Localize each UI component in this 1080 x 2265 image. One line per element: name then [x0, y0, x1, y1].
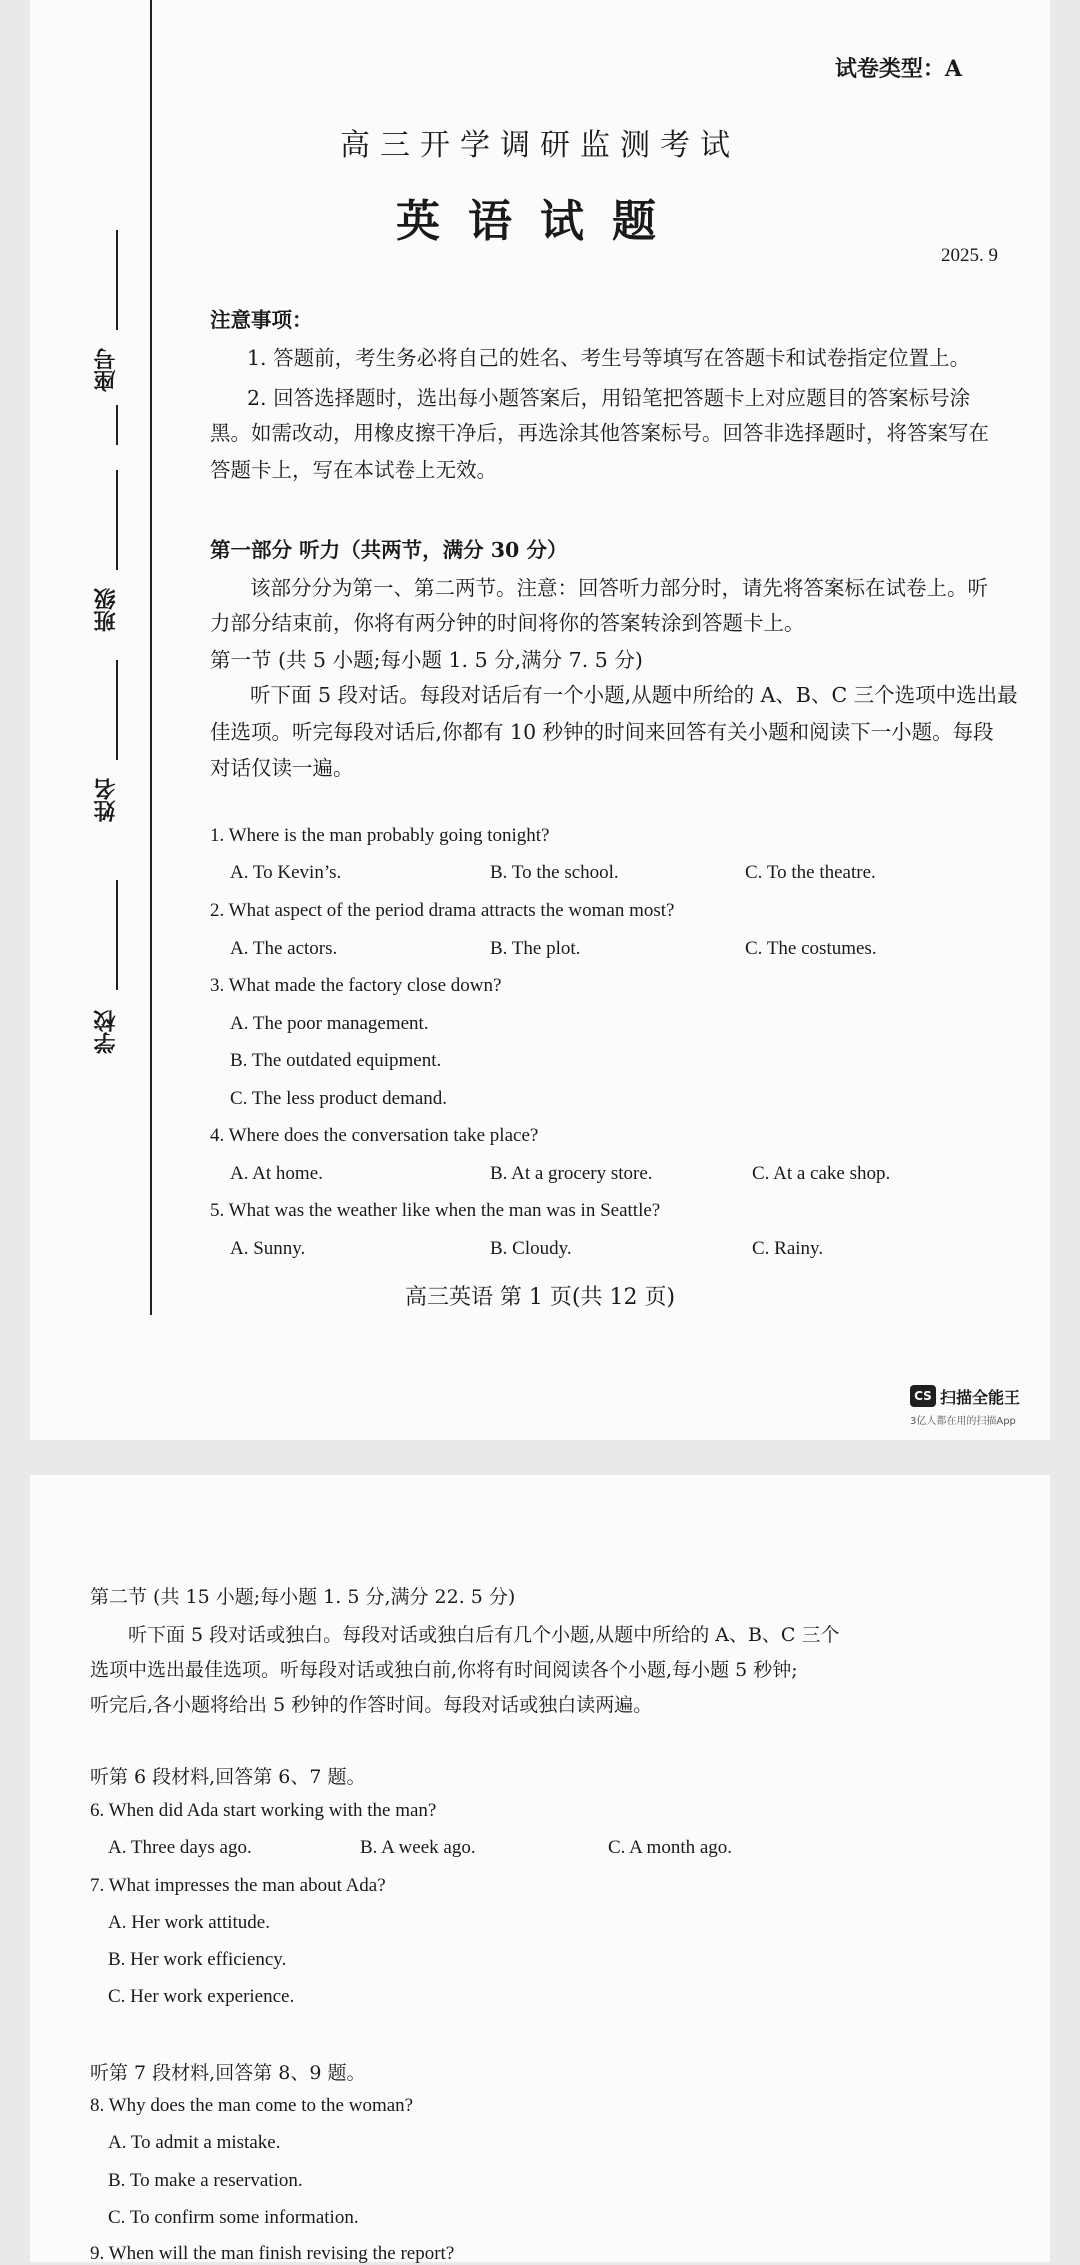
question-4: 4. Where does the conversation take place? — [210, 1125, 539, 1146]
section2-desc-line-2: 选项中选出最佳选项。听每段对话或独白前,你将有时间阅读各个小题,每小题 5 秒钟; — [90, 1659, 798, 1681]
school-label: 学校 — [93, 1010, 119, 1055]
exam-date: 2025. 9 — [941, 245, 998, 266]
question-8: 8. Why does the man come to the woman? — [90, 2095, 414, 2116]
section2-desc-line-1: 听下面 5 段对话或独白。每段对话或独白后有几个小题,从题中所给的 A、B、C 三个 — [128, 1624, 840, 1646]
paper-type: 试卷类型：A — [834, 56, 962, 82]
name-blank-line — [116, 660, 118, 760]
question-9: 9. When will the man finish revising the report? — [90, 2243, 455, 2264]
section2-title: 第二节 (共 15 小题;每小题 1. 5 分,满分 22. 5 分) — [90, 1586, 516, 1608]
question-5-option-b: B. Cloudy. — [490, 1238, 572, 1259]
question-6-option-b: B. A week ago. — [360, 1837, 476, 1858]
section1-title: 第一节 (共 5 小题;每小题 1. 5 分,满分 7. 5 分) — [210, 648, 643, 672]
notice-item-1: 1. 答题前，考生务必将自己的姓名、考生号等填写在答题卡和试卷指定位置上。 — [247, 346, 971, 370]
seat-label: 座号 — [93, 348, 119, 392]
question-7: 7. What impresses the man about Ada? — [90, 1875, 386, 1896]
question-3-option-c: C. The less product demand. — [230, 1088, 448, 1109]
subject-title: 英语试题 — [396, 196, 684, 247]
material-6-instruction: 听第 6 段材料,回答第 6、7 题。 — [90, 1766, 366, 1788]
seat-blank-line-lower — [116, 405, 118, 445]
question-7-option-b: B. Her work efficiency. — [108, 1949, 287, 1970]
question-8-option-c: C. To confirm some information. — [108, 2207, 359, 2228]
exam-title: 高三开学调研监测考试 — [340, 128, 740, 163]
question-7-option-a: A. Her work attitude. — [108, 1912, 270, 1933]
question-2-option-c: C. The costumes. — [745, 938, 877, 959]
part1-desc-line-1: 该部分分为第一、第二两节。注意：回答听力部分时，请先将答案标在试卷上。听 — [250, 576, 988, 600]
question-1-option-b: B. To the school. — [490, 862, 619, 883]
school-blank-line — [116, 880, 118, 990]
section2-desc-line-3: 听完后,各小题将给出 5 秒钟的作答时间。每段对话或独白读两遍。 — [90, 1694, 653, 1716]
question-2: 2. What aspect of the period drama attracts the woman most? — [210, 900, 675, 921]
question-6-option-c: C. A month ago. — [608, 1837, 733, 1858]
question-2-option-a: A. The actors. — [230, 938, 338, 959]
exam-page-1 — [30, 0, 1050, 1440]
section1-desc-line-1: 听下面 5 段对话。每段对话后有一个小题,从题中所给的 A、B、C 三个选项中选出最 — [250, 683, 1018, 707]
question-1-option-c: C. To the theatre. — [745, 862, 876, 883]
section1-desc-line-2: 佳选项。听完每段对话后,你都有 10 秒钟的时间来回答有关小题和阅读下一小题。每段 — [210, 720, 994, 744]
seat-field — [90, 230, 130, 445]
question-3-option-b: B. The outdated equipment. — [230, 1050, 442, 1071]
exam-page-2 — [30, 1475, 1050, 2262]
question-6-option-a: A. Three days ago. — [108, 1837, 252, 1858]
name-field — [90, 660, 130, 860]
question-8-option-b: B. To make a reservation. — [108, 2170, 303, 2191]
question-1: 1. Where is the man probably going tonight? — [210, 825, 550, 846]
question-4-option-b: B. At a grocery store. — [490, 1163, 653, 1184]
part1-desc-line-2: 力部分结束前，你将有两分钟的时间将你的答案转涂到答题卡上。 — [210, 611, 805, 635]
question-5-option-c: C. Rainy. — [752, 1238, 824, 1259]
question-3-option-a: A. The poor management. — [230, 1013, 429, 1034]
section1-desc-line-3: 对话仅读一遍。 — [210, 756, 354, 780]
school-field — [90, 880, 130, 1080]
class-label: 班级 — [93, 588, 119, 632]
question-4-option-c: C. At a cake shop. — [752, 1163, 891, 1184]
notice-item-2-line-3: 答题卡上，写在本试卷上无效。 — [210, 458, 497, 482]
notice-item-2-line-2: 黑。如需改动，用橡皮擦干净后，再选涂其他答案标号。回答非选择题时，将答案写在 — [210, 421, 989, 445]
page-footer: 高三英语 第 1 页(共 12 页) — [404, 1285, 676, 1310]
class-blank-line — [116, 470, 118, 570]
name-label: 姓名 — [93, 778, 119, 822]
class-field — [90, 470, 130, 670]
question-5-option-a: A. Sunny. — [230, 1238, 306, 1259]
question-7-option-c: C. Her work experience. — [108, 1986, 295, 2007]
question-4-option-a: A. At home. — [230, 1163, 323, 1184]
camscanner-logo-icon: CS — [910, 1385, 936, 1407]
notice-title: 注意事项： — [210, 308, 313, 332]
part1-title: 第一部分 听力（共两节，满分 30 分） — [210, 538, 568, 562]
question-3: 3. What made the factory close down? — [210, 975, 502, 996]
question-6: 6. When did Ada start working with the man? — [90, 1800, 437, 1821]
camscanner-name: 扫描全能王 — [940, 1388, 1021, 1407]
material-7-instruction: 听第 7 段材料,回答第 8、9 题。 — [90, 2062, 366, 2084]
question-1-option-a: A. To Kevin’s. — [230, 862, 342, 883]
question-8-option-a: A. To admit a mistake. — [108, 2132, 281, 2153]
notice-item-2-line-1: 2. 回答选择题时，选出每小题答案后，用铅笔把答题卡上对应题目的答案标号涂 — [247, 386, 971, 410]
camscanner-tagline: 3亿人都在用的扫描App — [910, 1416, 1016, 1427]
question-5: 5. What was the weather like when the man was in Seattle? — [210, 1200, 661, 1221]
question-2-option-b: B. The plot. — [490, 938, 581, 959]
